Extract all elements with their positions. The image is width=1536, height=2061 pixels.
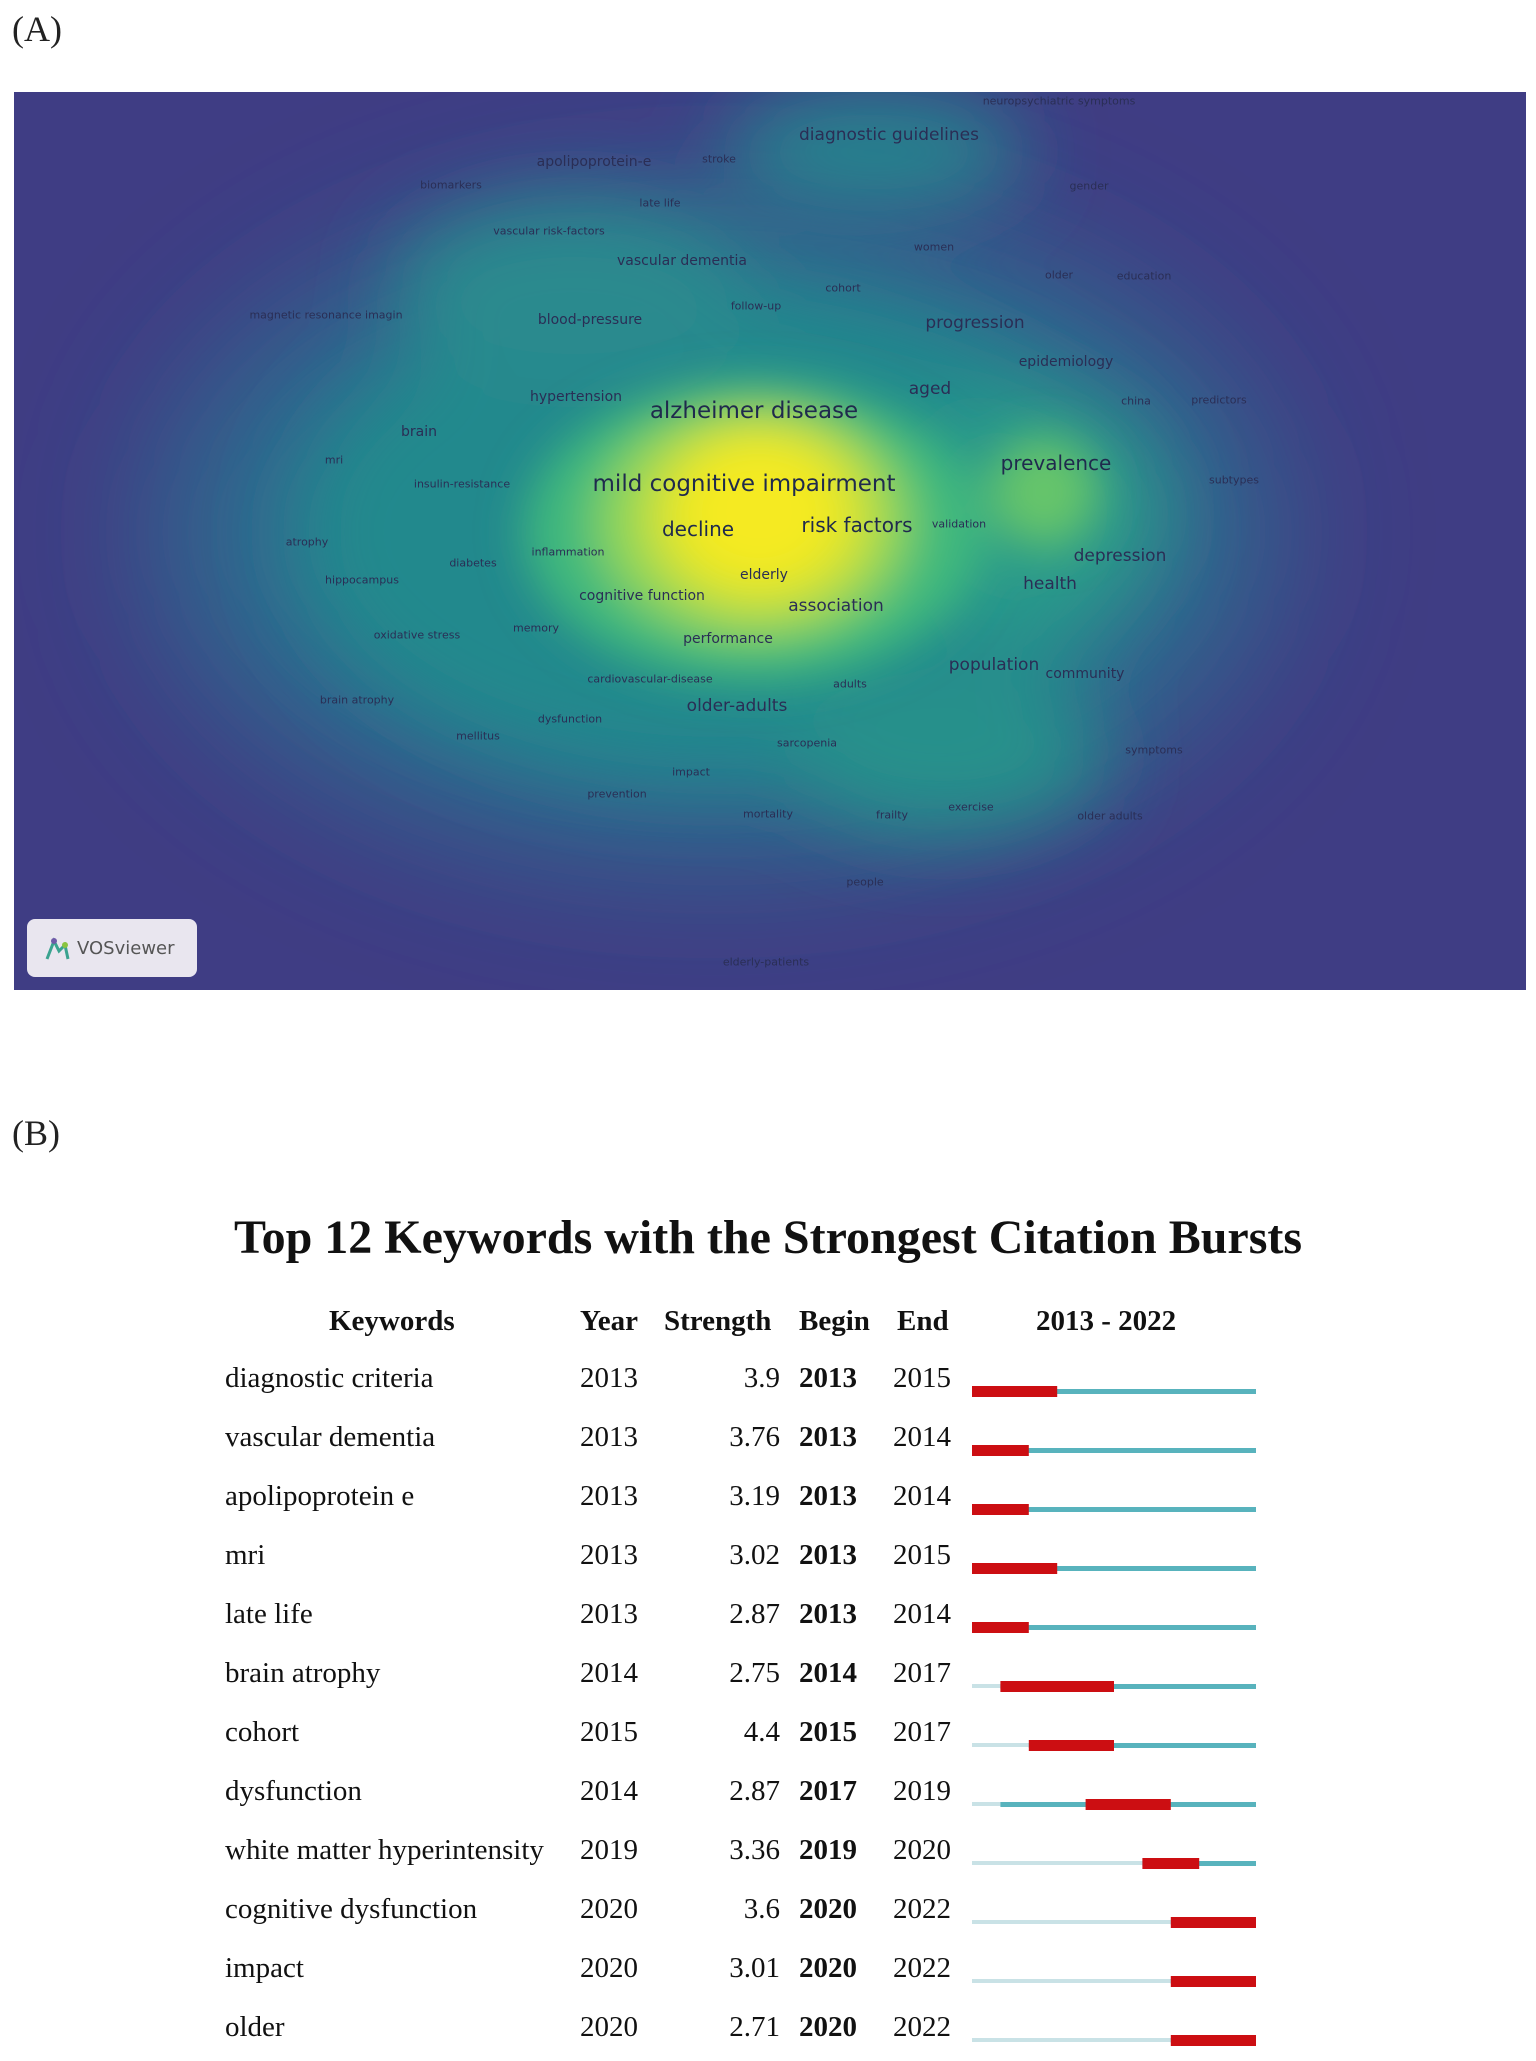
burst-bar	[972, 1622, 1029, 1633]
burst-bar	[972, 1386, 1057, 1397]
year-cell: 2013	[580, 1362, 638, 1394]
strength-cell: 3.02	[729, 1539, 780, 1571]
keyword-label: brain atrophy	[319, 693, 395, 707]
keyword-label: hypertension	[529, 389, 623, 405]
keyword-label: prevalence	[1000, 451, 1112, 475]
keyword-cell: late life	[225, 1598, 313, 1630]
keyword-label: predictors	[1191, 393, 1247, 407]
panel-a-label: (A)	[12, 9, 62, 49]
inactive-timeline	[972, 1979, 1171, 1983]
active-timeline	[972, 1448, 1256, 1453]
keyword-label: blood-pressure	[537, 312, 643, 328]
keyword-label: brain	[401, 424, 437, 440]
keyword-label: follow-up	[730, 299, 782, 313]
burst-bar	[1000, 1681, 1114, 1692]
begin-cell: 2013	[799, 1598, 857, 1630]
strength-cell: 3.9	[743, 1362, 780, 1394]
keyword-label: mellitus	[456, 729, 500, 743]
keyword-label: hippocampus	[325, 573, 399, 587]
strength-cell: 2.75	[729, 1657, 780, 1689]
keyword-label: mild cognitive impairment	[592, 471, 896, 497]
keyword-cell: diagnostic criteria	[225, 1362, 434, 1394]
keyword-label: epidemiology	[1018, 354, 1114, 370]
inactive-timeline	[972, 1743, 1029, 1747]
burst-bar	[972, 1445, 1029, 1456]
begin-cell: 2020	[799, 2011, 857, 2043]
strength-cell: 3.76	[729, 1421, 780, 1453]
keyword-label: health	[1023, 574, 1077, 594]
keyword-label: china	[1121, 394, 1151, 408]
keyword-label: subtypes	[1209, 473, 1259, 487]
vosviewer-logo	[27, 919, 197, 977]
burst-bar	[1171, 2035, 1256, 2046]
keyword-label: people	[846, 875, 884, 889]
keyword-label: frailty	[875, 808, 909, 822]
keyword-label: stroke	[702, 152, 736, 166]
active-timeline	[1029, 1743, 1256, 1748]
keyword-label: oxidative stress	[373, 628, 461, 642]
keyword-label: aged	[908, 379, 952, 399]
header-range: 2013 - 2022	[1036, 1305, 1177, 1337]
vosviewer-logo-icon	[41, 933, 71, 963]
keyword-label: women	[913, 240, 955, 254]
end-cell: 2022	[893, 1893, 951, 1925]
active-timeline	[1000, 1802, 1256, 1807]
keyword-label: late life	[639, 196, 681, 210]
keyword-label: exercise	[948, 800, 994, 814]
year-cell: 2013	[580, 1539, 638, 1571]
panel-b-label: (B)	[12, 1113, 60, 1153]
burst-bar	[972, 1504, 1029, 1515]
inactive-timeline	[972, 2038, 1171, 2042]
begin-cell: 2013	[799, 1421, 857, 1453]
keyword-label: prevention	[587, 787, 647, 801]
keyword-label: performance	[683, 631, 773, 647]
begin-cell: 2017	[799, 1775, 857, 1807]
strength-cell: 2.87	[729, 1598, 780, 1630]
inactive-timeline	[972, 1684, 1000, 1688]
strength-cell: 2.87	[729, 1775, 780, 1807]
keyword-label: memory	[513, 621, 559, 635]
keyword-label: progression	[925, 313, 1025, 333]
keyword-label: mri	[324, 453, 344, 467]
keyword-label: insulin-resistance	[413, 477, 511, 491]
active-timeline	[972, 1625, 1256, 1630]
header-year: Year	[580, 1305, 638, 1337]
year-cell: 2013	[580, 1598, 638, 1630]
begin-cell: 2020	[799, 1952, 857, 1984]
inactive-timeline	[972, 1861, 1142, 1865]
keyword-label: risk factors	[801, 513, 913, 537]
burst-bar	[1171, 1917, 1256, 1928]
begin-cell: 2013	[799, 1362, 857, 1394]
keyword-cell: brain atrophy	[225, 1657, 381, 1689]
keyword-cell: dysfunction	[225, 1775, 362, 1807]
burst-bar	[1171, 1976, 1256, 1987]
active-timeline	[1171, 1979, 1256, 1984]
keyword-cell: impact	[225, 1952, 304, 1984]
header-begin: Begin	[799, 1305, 870, 1337]
strength-cell: 3.19	[729, 1480, 780, 1512]
active-timeline	[1000, 1684, 1256, 1689]
header-strength: Strength	[664, 1305, 772, 1337]
strength-cell: 3.01	[729, 1952, 780, 1984]
end-cell: 2020	[893, 1834, 951, 1866]
keyword-label: education	[1116, 269, 1172, 283]
keyword-label: validation	[931, 517, 987, 531]
header-end: End	[897, 1305, 949, 1337]
keyword-label: symptoms	[1125, 743, 1183, 757]
strength-cell: 2.71	[729, 2011, 780, 2043]
keyword-cell: vascular dementia	[225, 1421, 436, 1453]
keyword-cell: cognitive dysfunction	[225, 1893, 478, 1925]
keyword-label: older adults	[1077, 809, 1143, 823]
begin-cell: 2015	[799, 1716, 857, 1748]
begin-cell: 2020	[799, 1893, 857, 1925]
end-cell: 2017	[893, 1657, 951, 1689]
vosviewer-density-map	[14, 92, 1526, 990]
end-cell: 2019	[893, 1775, 951, 1807]
keyword-label: decline	[661, 517, 735, 541]
keyword-label: vascular risk-factors	[493, 224, 605, 238]
active-timeline	[972, 1389, 1256, 1394]
keyword-label: cognitive function	[579, 588, 705, 604]
year-cell: 2020	[580, 2011, 638, 2043]
year-cell: 2015	[580, 1716, 638, 1748]
keyword-label: diabetes	[449, 556, 497, 570]
keyword-cell: white matter hyperintensity	[225, 1834, 544, 1866]
burst-bar	[1029, 1740, 1114, 1751]
density-heatmap	[14, 92, 1526, 990]
keyword-label: diagnostic guidelines	[799, 125, 979, 145]
keyword-cell: cohort	[225, 1716, 300, 1748]
keyword-label: alzheimer disease	[649, 398, 859, 424]
strength-cell: 3.36	[729, 1834, 780, 1866]
keyword-label: inflammation	[531, 545, 605, 559]
keyword-label: older-adults	[686, 696, 788, 716]
strength-cell: 3.6	[743, 1893, 780, 1925]
keyword-label: mortality	[743, 807, 793, 821]
end-cell: 2015	[893, 1362, 951, 1394]
active-timeline	[972, 1507, 1256, 1512]
keyword-label: vascular dementia	[617, 253, 747, 269]
begin-cell: 2014	[799, 1657, 857, 1689]
keyword-label: association	[788, 596, 884, 616]
burst-bar	[972, 1563, 1057, 1574]
year-cell: 2013	[580, 1421, 638, 1453]
keyword-label: impact	[672, 765, 710, 779]
year-cell: 2019	[580, 1834, 638, 1866]
keyword-label: cardiovascular-disease	[587, 672, 713, 686]
keyword-label: older	[1044, 268, 1074, 282]
keyword-label: apolipoprotein-e	[536, 154, 652, 170]
keyword-label: cohort	[825, 281, 861, 295]
active-timeline	[1171, 1920, 1256, 1925]
year-cell: 2013	[580, 1480, 638, 1512]
end-cell: 2015	[893, 1539, 951, 1571]
begin-cell: 2013	[799, 1480, 857, 1512]
keyword-label: dysfunction	[537, 712, 603, 726]
keyword-label: depression	[1073, 546, 1167, 566]
keyword-label: population	[948, 655, 1040, 675]
end-cell: 2014	[893, 1598, 951, 1630]
burst-bar	[1142, 1858, 1199, 1869]
keyword-label: gender	[1069, 179, 1109, 193]
end-cell: 2017	[893, 1716, 951, 1748]
keyword-label: atrophy	[285, 535, 329, 549]
keyword-label: adults	[833, 677, 867, 691]
keyword-label: elderly-patients	[722, 955, 810, 969]
keyword-cell: mri	[225, 1539, 266, 1571]
burst-table-title: Top 12 Keywords with the Strongest Citation Bursts	[233, 1211, 1303, 1264]
begin-cell: 2019	[799, 1834, 857, 1866]
end-cell: 2014	[893, 1480, 951, 1512]
keyword-label: community	[1045, 666, 1125, 682]
begin-cell: 2013	[799, 1539, 857, 1571]
header-keywords: Keywords	[329, 1305, 455, 1337]
inactive-timeline	[972, 1920, 1171, 1924]
end-cell: 2022	[893, 1952, 951, 1984]
vosviewer-logo-text: VOSviewer	[77, 937, 175, 959]
keyword-label: elderly	[740, 567, 788, 583]
keyword-cell: apolipoprotein e	[225, 1480, 415, 1512]
strength-cell: 4.4	[743, 1716, 780, 1748]
active-timeline	[1171, 2038, 1256, 2043]
year-cell: 2014	[580, 1775, 638, 1807]
year-cell: 2014	[580, 1657, 638, 1689]
keyword-label: magnetic resonance imagin	[249, 308, 403, 322]
keyword-cell: older	[225, 2011, 285, 2043]
active-timeline	[1142, 1861, 1256, 1866]
year-cell: 2020	[580, 1893, 638, 1925]
end-cell: 2022	[893, 2011, 951, 2043]
burst-bar	[1086, 1799, 1171, 1810]
keyword-label: neuropsychiatric symptoms	[982, 94, 1136, 108]
year-cell: 2020	[580, 1952, 638, 1984]
active-timeline	[972, 1566, 1256, 1571]
keyword-label: sarcopenia	[776, 736, 838, 750]
end-cell: 2014	[893, 1421, 951, 1453]
keyword-label: biomarkers	[420, 178, 482, 192]
inactive-timeline	[972, 1802, 1000, 1806]
